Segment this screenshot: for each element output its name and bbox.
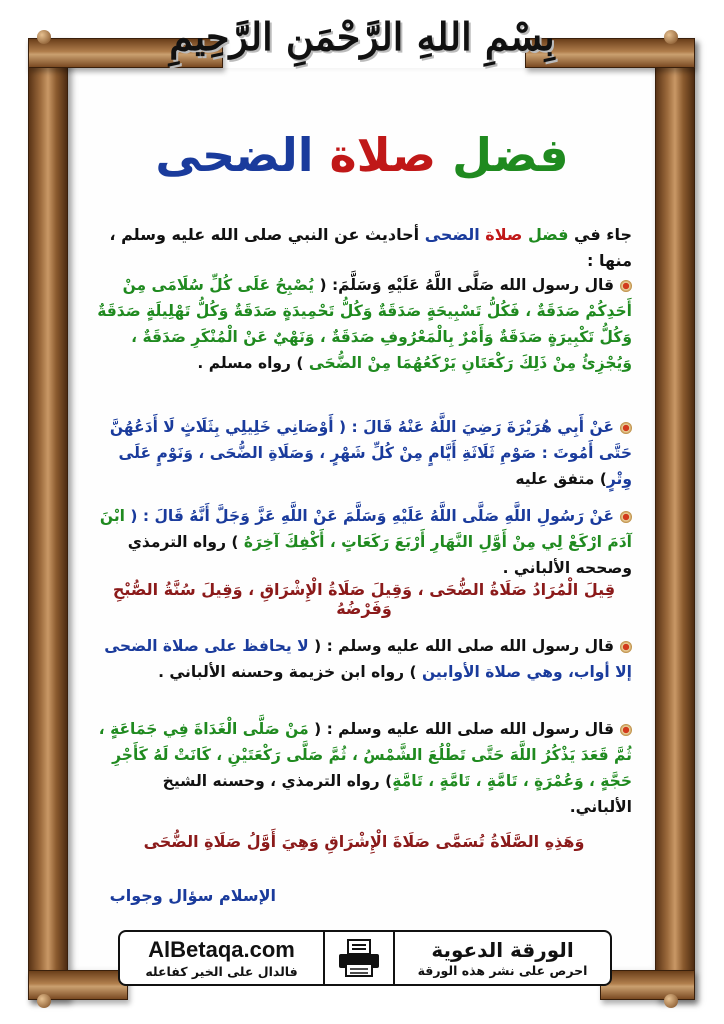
title-word: صلاة [329, 128, 437, 182]
footer-brand-block [395, 932, 610, 984]
hadith-text: ابْنَ آدَمَ ارْكَعْ لِي مِنْ أَوَّلِ النَّهَارِ أَرْبَعَ رَكَعَاتٍ ، أَكْفِكَ آخِرَهُ [99, 507, 632, 551]
frame-right-post [655, 38, 695, 1000]
bismillah-calligraphy: بِسْمِ اللهِ الرَّحْمَنِ الرَّحِيمِ [169, 14, 555, 59]
intro-text: أحاديث عن النبي صلى الله عليه وسلم ، منها : [109, 225, 632, 270]
frame-bottom-right-bar [600, 970, 695, 1000]
footer-site-block [120, 932, 325, 984]
hadith-5 [96, 716, 632, 820]
title-word: فضل [452, 128, 569, 182]
hadith-source: ) رواه الترمذي ، وحسنه الشيخ الألباني. [162, 772, 632, 816]
hadith-3 [96, 503, 632, 581]
bullet-icon [620, 280, 632, 292]
hadith-2 [96, 414, 632, 492]
site-url[interactable]: AlBetaqa.com [148, 937, 295, 962]
hadith-1 [96, 272, 632, 376]
footer-slogan: فالدال على الخير كفاعله [145, 964, 298, 979]
hadith-text: مَنْ صَلَّى الْغَدَاةَ فِي جَمَاعَةٍ ، ثُمَّ قَعَدَ يَذْكُرُ اللَّهَ حَتَّى تَطْلُعَ الشَّمْسُ ، ثُمَّ صَلَّى رَكْعَتَيْنِ ، كَانَتْ لَهُ كَأَجْرِ حَجَّةٍ ، وَعُمْرَةٍ ، تَامَّةٍ ، تَامَّةٍ ، تَامَّةٍ [98, 720, 632, 790]
hadith-lead: قال رسول الله صلى الله عليه وسلم : ( [308, 720, 614, 738]
hadith-text: يُصْبِحُ عَلَى كُلِّ سُلَامَى مِنْ أَحَدِكُمْ صَدَقَةٌ ، فَكُلُّ تَسْبِيحَةٍ صَدَقَةٌ وَكُلُّ تَحْمِيدَةٍ صَدَقَةٌ وَكُلُّ تَهْلِيلَةٍ صَدَقَةٌ وَكُلُّ تَكْبِيرَةٍ صَدَقَةٌ وَأَمْرٌ بِالْمَعْرُوفِ صَدَقَةٌ ، وَنَهْيٌ عَنْ الْمُنْكَرِ صَدَقَةٌ ، وَيُجْزِئُ مِنْ ذَلِكَ رَكْعَتَانِ يَرْكَعُهُمَا مِنْ الضُّحَى [97, 276, 632, 372]
note-2: وَهَذِهِ الصَّلَاةُ تُسَمَّى صَلَاةَ الْإِشْرَاقِ وَهِيَ أَوَّلُ صَلَاةِ الضُّحَى [143, 832, 585, 851]
footer-banner [118, 930, 612, 986]
hadith-lead: عَنْ أَبِي هُرَيْرَةَ رَضِيَ اللَّهُ عَنْهُ قَالَ : ( [333, 418, 614, 436]
brand-name: الورقة الدعوية [431, 938, 574, 962]
bullet-icon [620, 511, 632, 523]
bullet-icon [620, 724, 632, 736]
page-title [0, 128, 724, 182]
intro-text: جاء في [568, 225, 632, 244]
note-1: قِيلَ الْمُرَادُ صَلَاةُ الضُّحَى ، وَقِيلَ صَلَاةُ الْإِشْرَاقِ ، وَقِيلَ سُنَّةُ الصُّبْحِ وَفَرْضُهُ [112, 580, 616, 618]
hadith-lead: عَنْ رَسُولِ اللَّهِ صَلَّى اللَّهُ عَلَيْهِ وَسَلَّمَ عَنْ اللَّهِ عَزَّ وَجَلَّ أَنَّهُ قَالَ : ( [124, 507, 614, 525]
title-word: الضحى [155, 128, 314, 182]
hadith-lead: قال رسول الله صلى الله عليه وسلم : ( [308, 637, 614, 655]
bullet-icon [620, 641, 632, 653]
frame-knob [37, 994, 51, 1008]
frame-left-post [28, 38, 68, 1000]
source-credit: الإسلام سؤال وجواب [109, 886, 276, 905]
hadith-source: ) رواه ابن خزيمة وحسنه الألباني . [158, 663, 422, 681]
intro-highlight: الضحى [424, 225, 480, 244]
intro-highlight: صلاة [485, 225, 523, 244]
hadith-text: أَوْصَانِي خَلِيلِي بِثَلَاثٍ لَا أَدَعُهُنَّ حَتَّى أَمُوتَ : صَوْمِ ثَلَاثَةِ أَيَّامٍ مِنْ كُلِّ شَهْرٍ ، وَصَلَاةِ الضُّحَى ، وَنَوْمٍ عَلَى وِتْرٍ [109, 418, 632, 488]
frame-knob [664, 994, 678, 1008]
brand-tagline: احرص على نشر هذه الورقة [417, 963, 588, 978]
hadith-lead: قال رسول الله صَلَّى اللَّهُ عَلَيْهِ وَسَلَّمَ: ( [314, 276, 614, 294]
hadith-source: ) رواه الترمذي وصححه الألباني . [127, 533, 632, 577]
intro-highlight: فضل [527, 225, 569, 244]
intro-paragraph [96, 222, 632, 274]
hadith-4 [96, 633, 632, 685]
hadith-source: ) رواه مسلم . [197, 354, 309, 372]
hadith-source: ) متفق عليه [515, 470, 607, 488]
printer-icon [325, 932, 395, 984]
bullet-icon [620, 422, 632, 434]
hadith-text: لا يحافظ على صلاة الضحى إلا أواب، وهي صلاة الأوابين [104, 637, 632, 681]
